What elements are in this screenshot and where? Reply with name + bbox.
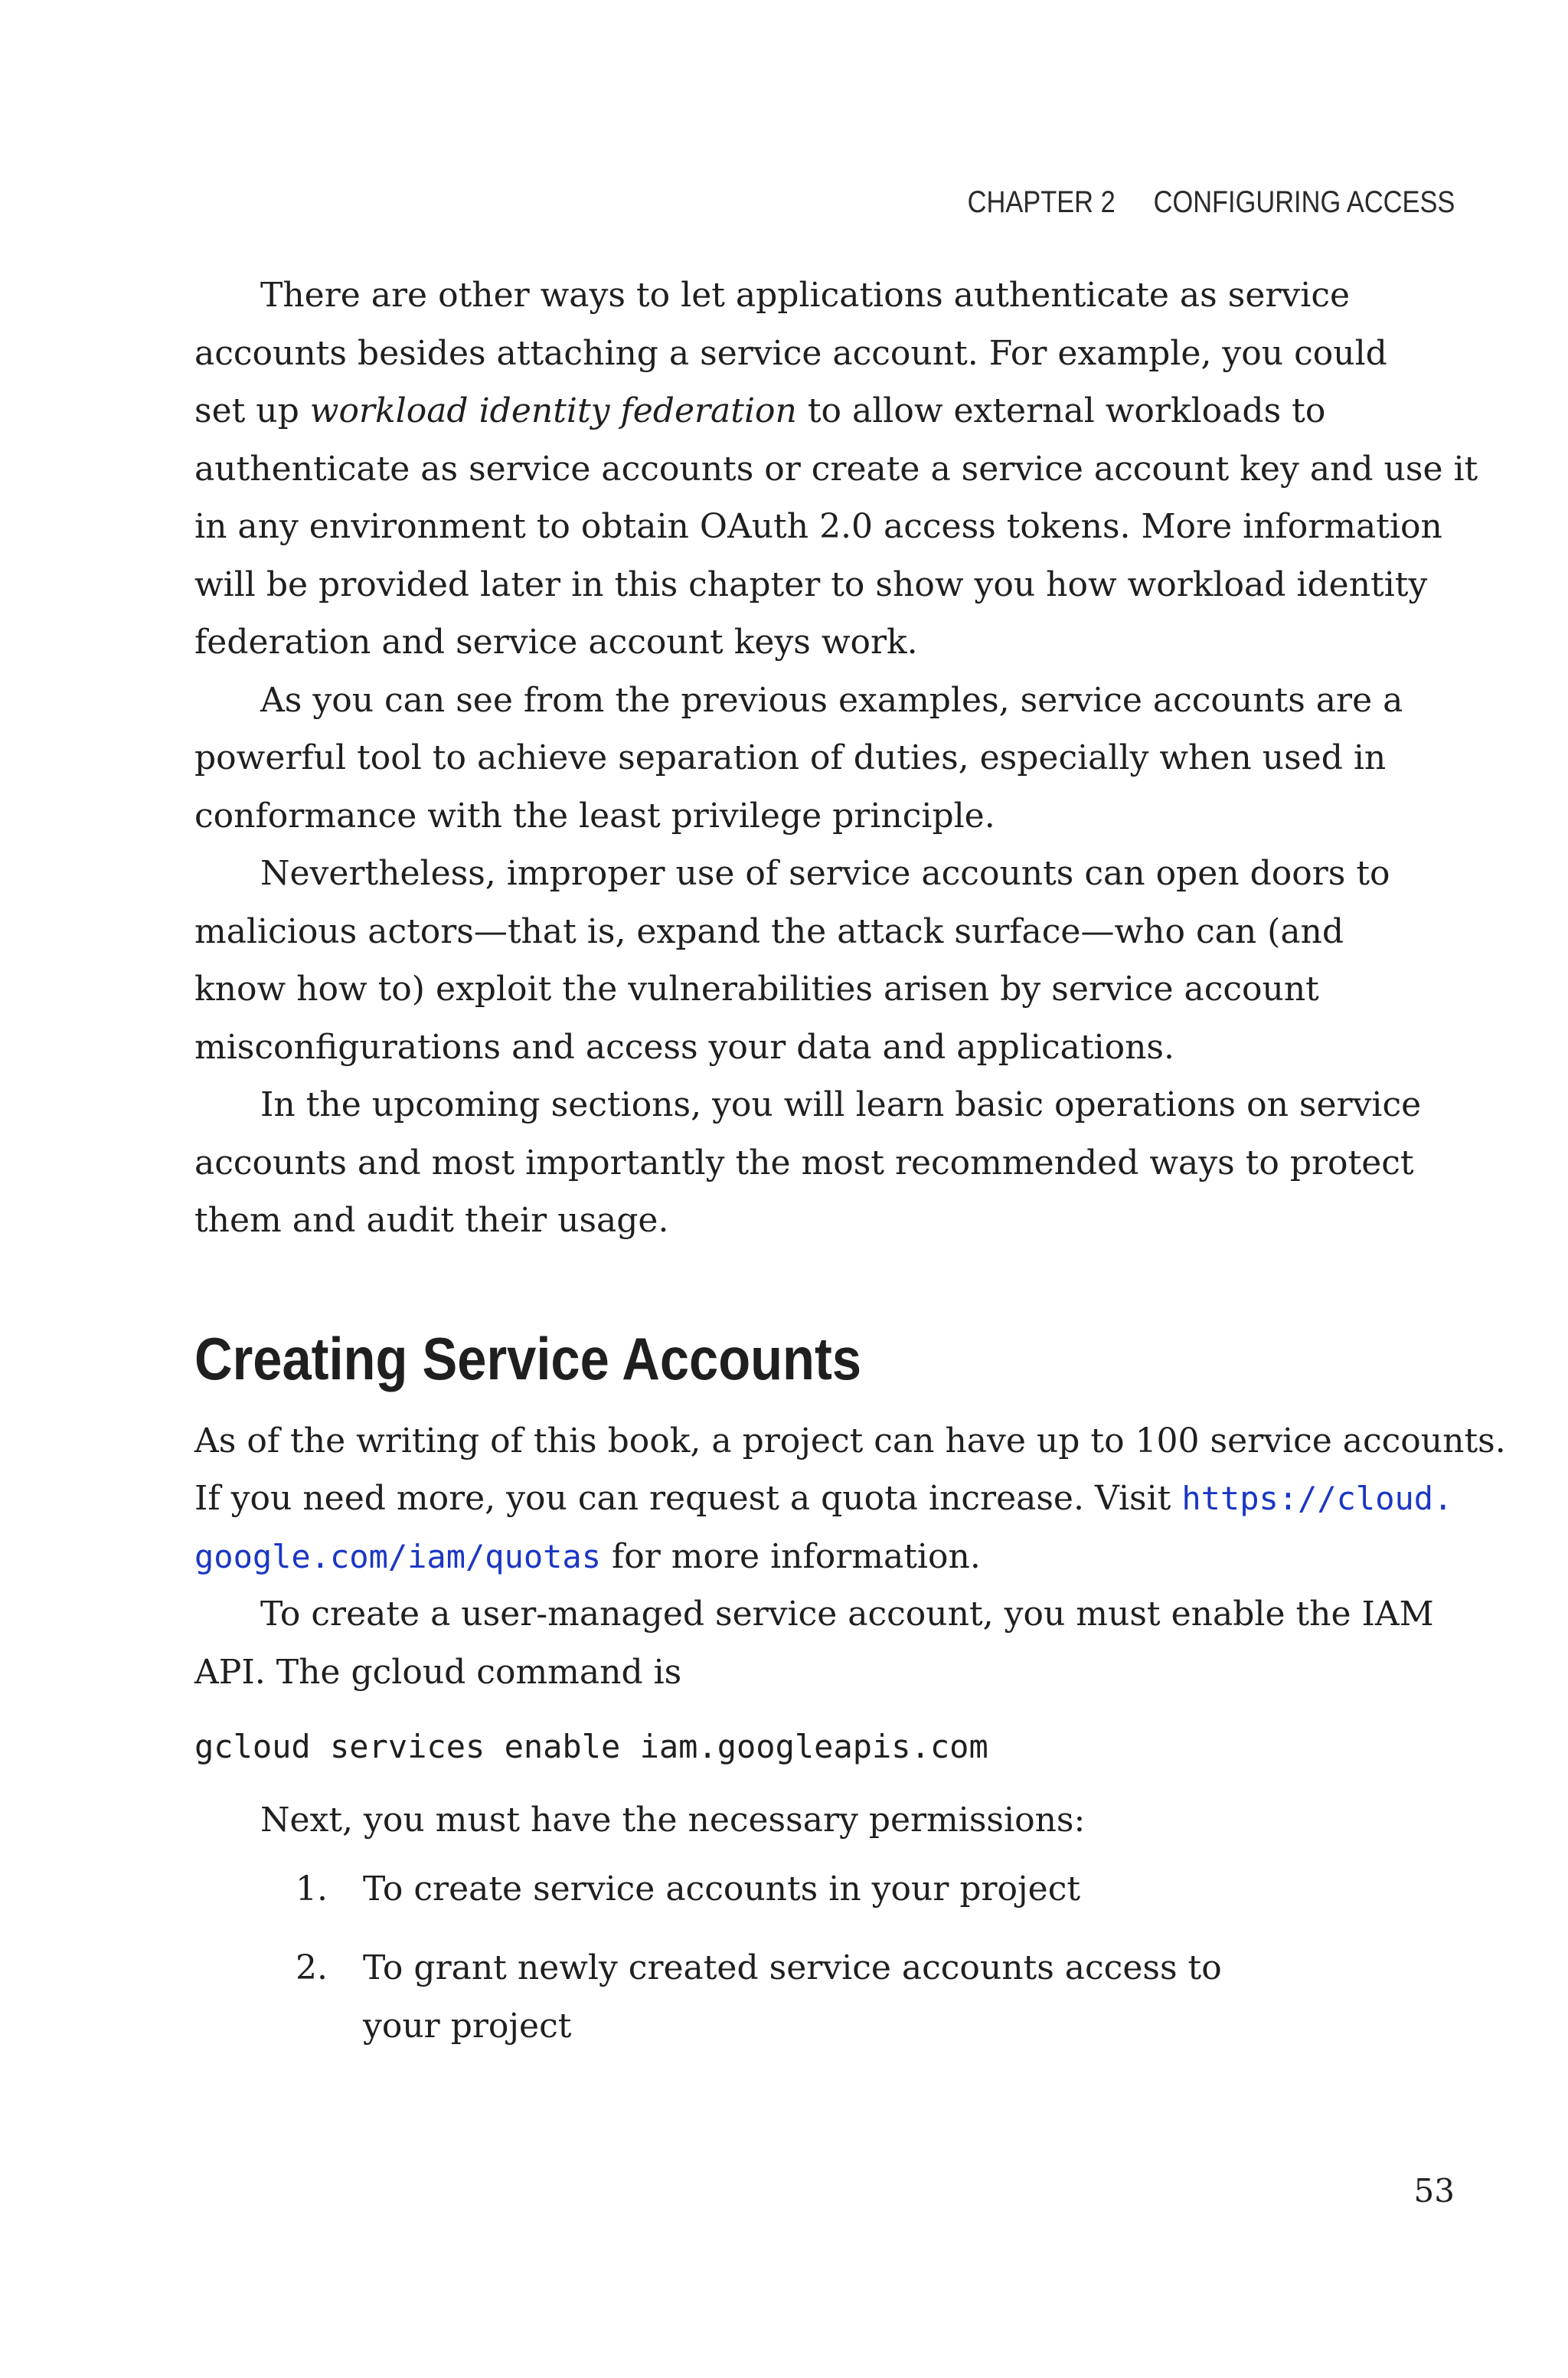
list-item: [194, 1860, 1455, 1918]
text-line: [194, 382, 1455, 440]
text-line: powerful tool to achieve separation of duties, especially when used in: [194, 738, 1387, 777]
text-line: In the upcoming sections, you will learn basic operations on service: [260, 1085, 1422, 1124]
text-line: them and audit their usage.: [194, 1201, 669, 1240]
chapter-title: CONFIGURING ACCESS: [1153, 185, 1455, 219]
paragraph-upcoming-sections: [194, 1076, 1455, 1250]
list-number: 1.: [296, 1869, 328, 1909]
text-line: know how to) exploit the vulnerabilities arisen by service account: [194, 970, 1319, 1009]
paragraph-enable-iam: [194, 1585, 1455, 1701]
book-page: [194, 0, 1506, 2378]
text-line: federation and service account keys work.: [194, 623, 918, 662]
text-line: [194, 1470, 1455, 1528]
list-item-text: To grant newly created service accounts access to: [363, 1948, 1222, 1987]
paragraph-permissions: Next, you must have the necessary permissions:: [260, 1801, 1086, 1840]
text-line: To create a user-managed service account, you must enable the IAM: [260, 1595, 1434, 1634]
text-line: conformance with the least privilege principle.: [194, 796, 995, 836]
list-item: [194, 1939, 1455, 2055]
page-body: [194, 267, 1506, 2076]
list-number: 2.: [296, 1948, 328, 1987]
text-line: As of the writing of this book, a project can have up to 100 service accounts.: [194, 1421, 1506, 1460]
text-line: accounts and most importantly the most recommended ways to protect: [194, 1143, 1414, 1182]
text-line: [194, 1528, 1455, 1586]
running-header: [967, 185, 1455, 220]
text-run: to allow external workloads to: [796, 391, 1326, 430]
section-heading: Creating Service Accounts: [194, 1324, 862, 1392]
text-line: accounts besides attaching a service account. For example, you could: [194, 333, 1387, 373]
text-line: will be provided later in this chapter to show you how workload identity: [194, 564, 1428, 604]
paragraph-quota: [194, 1412, 1506, 1586]
quota-link-part2[interactable]: google.com/iam/quotas: [194, 1537, 602, 1575]
text-line: Nevertheless, improper use of service accounts can open doors to: [260, 854, 1390, 893]
code-block: gcloud services enable iam.googleapis.com: [194, 1728, 988, 1765]
page-number: 53: [1413, 2172, 1455, 2210]
text-line: There are other ways to let applications authenticate as service: [260, 276, 1350, 315]
list-item-text: your project: [363, 2006, 572, 2046]
text-line: misconfigurations and access your data and applications.: [194, 1027, 1174, 1067]
text-line: in any environment to obtain OAuth 2.0 access tokens. More information: [194, 507, 1442, 546]
text-line: API. The gcloud command is: [194, 1652, 682, 1692]
paragraph-improper-use: [194, 845, 1455, 1076]
list-item-text: To create service accounts in your project: [363, 1869, 1081, 1909]
text-line: malicious actors—that is, expand the attack surface—who can (and: [194, 911, 1344, 951]
paragraph-separation-of-duties: [194, 672, 1455, 846]
quota-link-part1[interactable]: https://cloud.: [1181, 1480, 1453, 1517]
text-line: As you can see from the previous examples, service accounts are a: [260, 680, 1403, 720]
text-run: for more information.: [601, 1536, 981, 1576]
paragraph-other-ways: [194, 267, 1478, 672]
text-run: If you need more, you can request a quota increase. Visit: [194, 1479, 1182, 1518]
text-run: set up: [194, 391, 310, 430]
permissions-list: [194, 1860, 1455, 2056]
chapter-number: CHAPTER 2: [967, 185, 1116, 219]
text-line: authenticate as service accounts or create a service account key and use it: [194, 449, 1478, 489]
emphasis-term: workload identity federation: [309, 391, 797, 430]
